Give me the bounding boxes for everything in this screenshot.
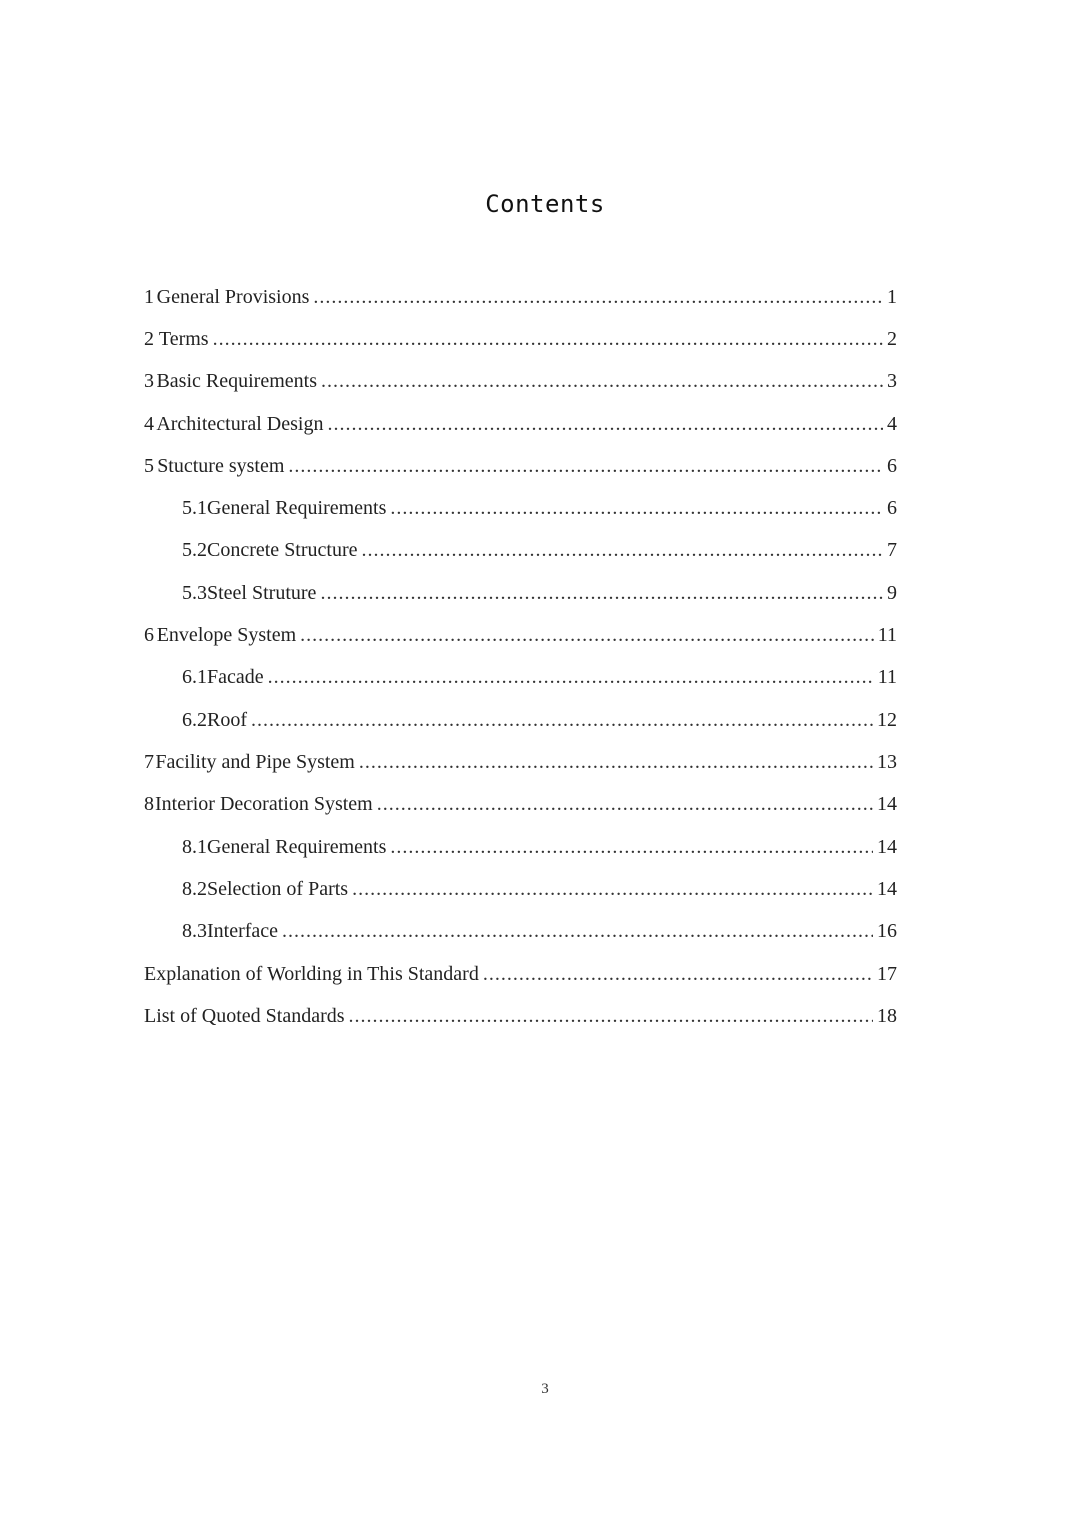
toc-page-number: 16 (877, 920, 897, 942)
toc-number: 8.3 (182, 920, 207, 942)
toc-title: Stucture system (157, 455, 285, 477)
toc-entry-5-3[interactable] (182, 582, 897, 624)
dot-leader (300, 624, 874, 647)
page-title: Contents (485, 190, 605, 218)
toc-entry-2[interactable] (144, 328, 897, 370)
dot-leader (321, 370, 883, 393)
toc-number: 5.2 (182, 539, 207, 561)
toc-entry-explanation[interactable] (144, 963, 897, 1005)
toc-number: 1 (144, 286, 154, 308)
toc-title: Steel Struture (207, 582, 317, 604)
dot-leader (320, 582, 883, 605)
page-number: 3 (541, 1381, 549, 1397)
toc-entry-6-1[interactable] (182, 666, 897, 708)
toc-page-number: 9 (887, 582, 897, 604)
dot-leader (362, 539, 884, 562)
toc-title: Explanation of Worlding in This Standard (144, 963, 479, 985)
dot-leader (390, 836, 873, 859)
dot-leader (483, 963, 873, 986)
toc-entry-4[interactable] (144, 413, 897, 455)
dot-leader (213, 328, 883, 351)
toc-page-number: 7 (887, 539, 897, 561)
toc-number: 5.1 (182, 497, 207, 519)
toc-title: Basic Requirements (156, 370, 317, 392)
toc-title: General Provisions (156, 286, 310, 308)
dot-leader (390, 497, 883, 520)
toc-page-number: 2 (887, 328, 897, 350)
toc-title: Terms (158, 328, 209, 350)
toc-entry-7[interactable] (144, 751, 897, 793)
toc-number: 6.2 (182, 709, 207, 731)
dot-leader (288, 455, 883, 478)
toc-entry-8-3[interactable] (182, 920, 897, 962)
toc-number: 7 (144, 751, 154, 773)
toc-entry-8-2[interactable] (182, 878, 897, 920)
toc-page-number: 14 (877, 836, 897, 858)
toc-title: List of Quoted Standards (144, 1005, 345, 1027)
toc-page-number: 14 (877, 793, 897, 815)
dot-leader (313, 286, 883, 309)
dot-leader (327, 413, 883, 436)
toc-page-number: 13 (877, 751, 897, 773)
toc-entry-5-2[interactable] (182, 539, 897, 581)
toc-entry-6[interactable] (144, 624, 897, 666)
dot-leader (349, 1005, 873, 1028)
toc-number: 8 (144, 793, 154, 815)
toc-entry-quoted-standards[interactable] (144, 1005, 897, 1047)
toc-title: Facade (207, 666, 264, 688)
toc-title: Interior Decoration System (155, 793, 373, 815)
dot-leader (251, 709, 873, 732)
toc-entry-3[interactable] (144, 370, 897, 412)
dot-leader (377, 793, 873, 816)
toc-page-number: 18 (877, 1005, 897, 1027)
toc-entry-5-1[interactable] (182, 497, 897, 539)
toc-number: 6 (144, 624, 154, 646)
toc-title: Roof (207, 709, 247, 731)
toc-title: General Requirements (207, 497, 387, 519)
toc-entry-6-2[interactable] (182, 709, 897, 751)
toc-entry-5[interactable] (144, 455, 897, 497)
toc-number: 8.1 (182, 836, 207, 858)
toc-page-number: 6 (887, 455, 897, 477)
toc-page-number: 11 (877, 666, 897, 688)
toc-page-number: 6 (887, 497, 897, 519)
toc-title: General Requirements (207, 836, 387, 858)
toc-entry-1[interactable] (144, 286, 897, 328)
toc-page-number: 1 (887, 286, 897, 308)
toc-number: 2 (144, 328, 154, 350)
toc-number: 5.3 (182, 582, 207, 604)
toc-title: Concrete Structure (207, 539, 358, 561)
dot-leader (268, 666, 874, 689)
toc-page-number: 17 (877, 963, 897, 985)
toc-page-number: 3 (887, 370, 897, 392)
toc-number: 5 (144, 455, 154, 477)
toc-page-number: 12 (877, 709, 897, 731)
dot-leader (352, 878, 873, 901)
toc-entry-8[interactable] (144, 793, 897, 835)
toc-page-number: 14 (877, 878, 897, 900)
toc-title: Envelope System (156, 624, 297, 646)
toc-number: 3 (144, 370, 154, 392)
toc-number: 4 (144, 413, 154, 435)
dot-leader (359, 751, 873, 774)
toc-title: Facility and Pipe System (155, 751, 355, 773)
toc-number: 6.1 (182, 666, 207, 688)
toc-number: 8.2 (182, 878, 207, 900)
toc-title: Selection of Parts (207, 878, 349, 900)
toc-page-number: 11 (877, 624, 897, 646)
toc-title: Architectural Design (156, 413, 324, 435)
dot-leader (282, 920, 873, 943)
toc-entry-8-1[interactable] (182, 836, 897, 878)
toc-page-number: 4 (887, 413, 897, 435)
toc-title: Interface (207, 920, 279, 942)
